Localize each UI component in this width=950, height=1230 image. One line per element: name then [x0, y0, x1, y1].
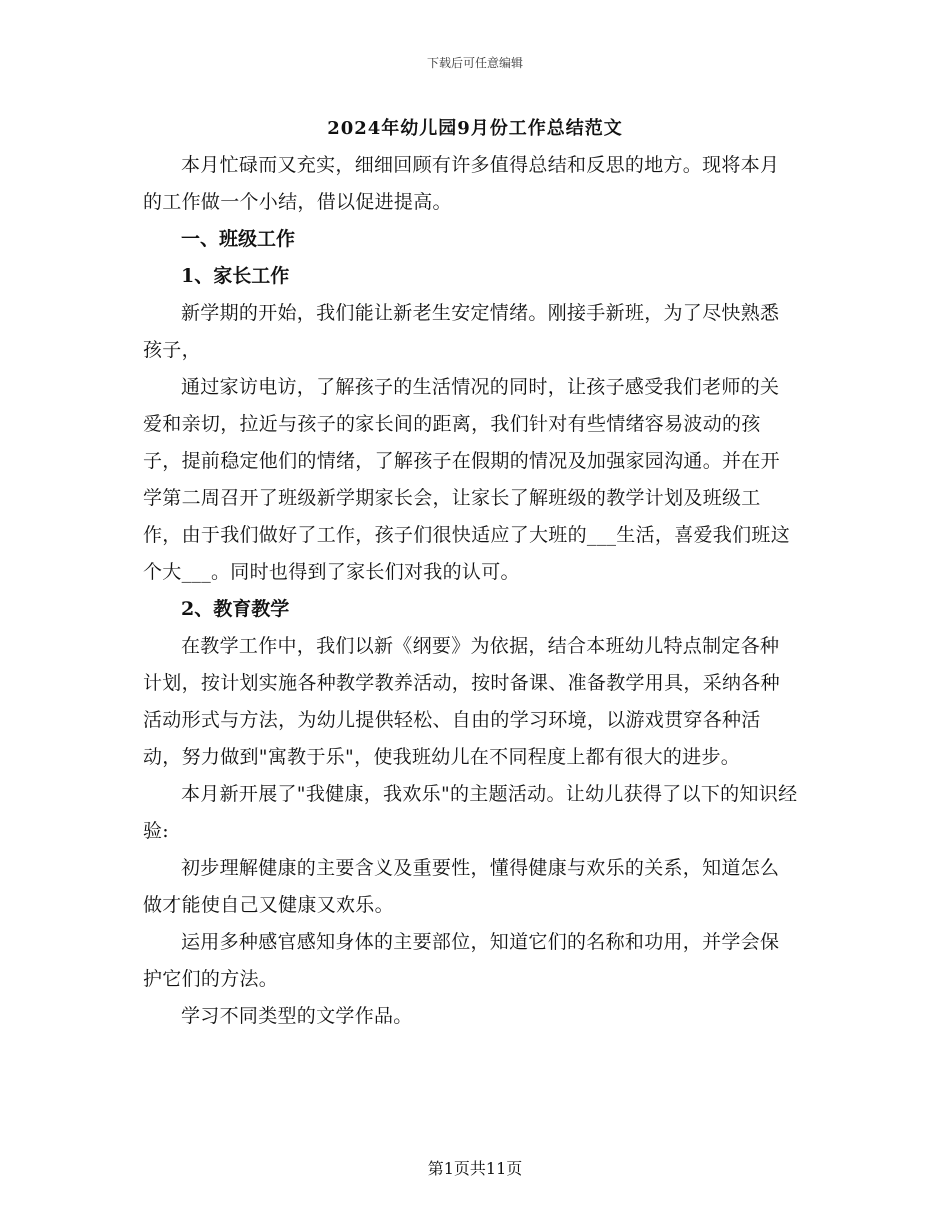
- heading-class-work: 一、班级工作: [181, 228, 296, 250]
- heading-education-teaching: 2、教育教学: [181, 598, 290, 620]
- paragraph-home-visits: 通过家访电访，了解孩子的生活情况的同时，让孩子感受我们老师的关爱和亲切，拉近与孩子的家长间的距离，我们针对有些情绪容易波动的孩子，提前稳定他们的情绪，了解孩子在假期的情况及加强家园沟通。并在开学第二周召开了班级新学期家长会，让家长了解班级的教学计划及班级工作，由于我们做好了工作，孩子们很快适应了大班的___生活，喜爱我们班这个大___。同时也得到了家长们对我的认可。: [143, 376, 791, 583]
- paragraph-teaching-work: 在教学工作中，我们以新《纲要》为依据，结合本班幼儿特点制定各种计划，按计划实施各种教学教养活动，按时备课、准备教学用具，采纳各种活动形式与方法，为幼儿提供轻松、自由的学习环境，以游戏贯穿各种活动，努力做到"寓教于乐"，使我班幼儿在不同程度上都有很大的进步。: [143, 635, 780, 768]
- paragraph-theme-activity: 本月新开展了"我健康，我欢乐"的主题活动。让幼儿获得了以下的知识经验:: [143, 783, 798, 842]
- paragraph-new-term: 新学期的开始，我们能让新老生安定情绪。刚接手新班，为了尽快熟悉孩子，: [143, 302, 780, 361]
- heading-parent-work: 1、家长工作: [181, 265, 290, 287]
- header-note: 下载后可任意编辑: [426, 56, 523, 70]
- paragraph-senses: 运用多种感官感知身体的主要部位，知道它们的名称和功用，并学会保护它们的方法。: [143, 931, 780, 990]
- paragraph-literature: 学习不同类型的文学作品。: [181, 1005, 413, 1027]
- document-title: 2024年幼儿园9月份工作总结范文: [327, 118, 623, 139]
- page-number: 第1页共11页: [427, 1159, 523, 1178]
- paragraph-intro: 本月忙碌而又充实，细细回顾有许多值得总结和反思的地方。现将本月的工作做一个小结，借以促进提高。: [143, 154, 780, 213]
- paragraph-health-knowledge: 初步理解健康的主要含义及重要性，懂得健康与欢乐的关系，知道怎么做才能使自己又健康又欢乐。: [143, 857, 780, 916]
- document-body: [143, 147, 798, 1035]
